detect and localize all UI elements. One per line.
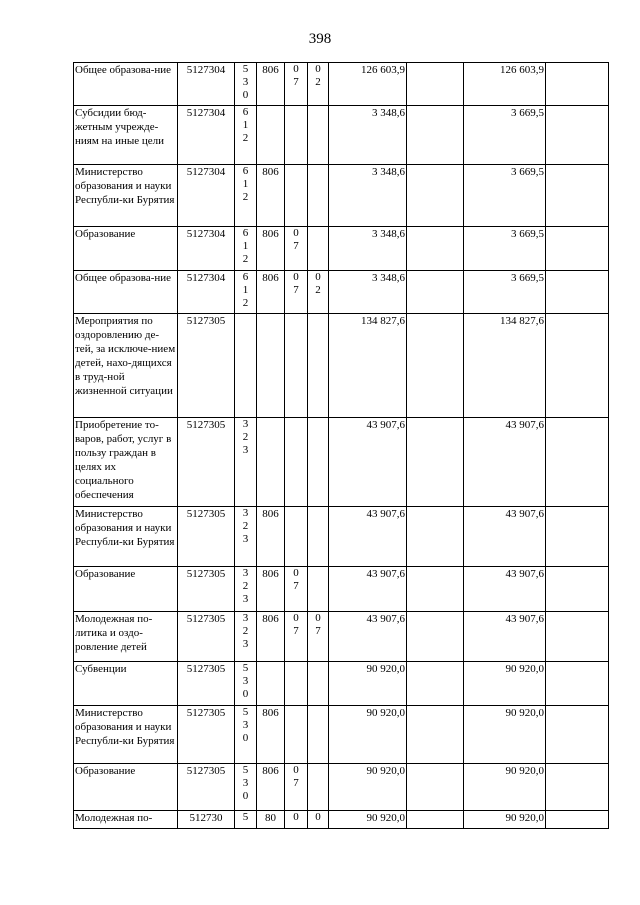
department-code-cell bbox=[257, 314, 285, 418]
amount-cell: 43 907,6 bbox=[329, 612, 407, 662]
table-row bbox=[74, 507, 609, 567]
amount-cell: 126 603,9 bbox=[329, 63, 407, 106]
section-code-cell bbox=[285, 418, 308, 507]
table-row bbox=[74, 63, 609, 106]
expense-type-cell bbox=[235, 662, 257, 706]
subsection-code-cell bbox=[308, 567, 329, 612]
subsection-code-cell bbox=[308, 227, 329, 271]
section-code-cell bbox=[285, 811, 308, 829]
page-number: 398 bbox=[308, 31, 332, 47]
expense-type-cell-digit: 2 bbox=[242, 580, 249, 592]
subsection-code-cell bbox=[308, 314, 329, 418]
target-code-cell: 512730 bbox=[178, 811, 235, 829]
amount-cell-empty bbox=[546, 662, 609, 706]
expense-type-cell-digit: 0 bbox=[242, 688, 249, 700]
amount-cell: 134 827,6 bbox=[329, 314, 407, 418]
section-code-cell bbox=[285, 706, 308, 764]
expense-type-cell-digit: 2 bbox=[242, 520, 249, 532]
section-code-cell bbox=[285, 567, 308, 612]
amount-cell-empty bbox=[546, 165, 609, 227]
subsection-code-cell-digit: 2 bbox=[315, 76, 321, 88]
expense-type-cell-digit: 1 bbox=[242, 178, 249, 190]
expense-type-cell bbox=[235, 706, 257, 764]
expense-type-cell-digit: 2 bbox=[242, 191, 249, 203]
expense-type-cell-digit: 2 bbox=[242, 297, 249, 309]
table-row bbox=[74, 165, 609, 227]
section-code-cell bbox=[285, 764, 308, 811]
section-code-cell-digit: 0 bbox=[293, 567, 299, 579]
budget-table bbox=[73, 62, 609, 829]
expense-type-cell-digit: 0 bbox=[242, 89, 249, 101]
target-code-cell: 5127304 bbox=[178, 106, 235, 165]
target-code-cell: 5127305 bbox=[178, 706, 235, 764]
amount-cell-empty bbox=[546, 63, 609, 106]
amount-cell: 3 348,6 bbox=[329, 106, 407, 165]
target-code-cell: 5127304 bbox=[178, 227, 235, 271]
expense-type-cell-digit: 6 bbox=[242, 106, 249, 118]
amount-cell-empty bbox=[546, 418, 609, 507]
row-name-cell: Молодежная по- bbox=[74, 811, 178, 829]
expense-type-cell bbox=[235, 612, 257, 662]
section-code-cell bbox=[285, 662, 308, 706]
expense-type-cell-digit: 3 bbox=[242, 444, 249, 456]
amount-cell-empty bbox=[407, 764, 464, 811]
department-code-cell: 80 bbox=[257, 811, 285, 829]
subsection-code-cell bbox=[308, 507, 329, 567]
subsection-code-cell bbox=[308, 418, 329, 507]
section-code-cell-digit: 0 bbox=[293, 612, 299, 624]
table-row bbox=[74, 418, 609, 507]
section-code-cell-digit: 7 bbox=[293, 625, 299, 637]
subsection-code-cell-digit: 0 bbox=[315, 63, 321, 75]
expense-type-cell-digit: 6 bbox=[242, 165, 249, 177]
subsection-code-cell bbox=[308, 811, 329, 829]
table-row bbox=[74, 764, 609, 811]
department-code-cell: 806 bbox=[257, 567, 285, 612]
subsection-code-cell bbox=[308, 706, 329, 764]
row-name-cell: Министерство образования и науки Республи-ки Бурятия bbox=[74, 706, 178, 764]
section-code-cell bbox=[285, 612, 308, 662]
section-code-cell bbox=[285, 227, 308, 271]
expense-type-cell bbox=[235, 811, 257, 829]
section-code-cell-digit: 7 bbox=[293, 76, 299, 88]
amount-cell: 90 920,0 bbox=[329, 811, 407, 829]
expense-type-cell-digit: 3 bbox=[242, 593, 249, 605]
expense-type-cell-digit: 2 bbox=[242, 625, 249, 637]
amount-cell: 3 348,6 bbox=[329, 165, 407, 227]
amount-cell: 3 669,5 bbox=[464, 271, 546, 314]
subsection-code-cell bbox=[308, 106, 329, 165]
expense-type-cell bbox=[235, 271, 257, 314]
subsection-code-cell bbox=[308, 662, 329, 706]
amount-cell-empty bbox=[407, 63, 464, 106]
expense-type-cell-digit: 5 bbox=[242, 63, 249, 75]
expense-type-cell-digit: 3 bbox=[242, 418, 249, 430]
row-name-cell: Образование bbox=[74, 567, 178, 612]
expense-type-cell-digit: 6 bbox=[242, 271, 249, 283]
section-code-cell bbox=[285, 507, 308, 567]
expense-type-cell-digit: 3 bbox=[242, 719, 249, 731]
expense-type-cell-digit: 3 bbox=[242, 76, 249, 88]
amount-cell: 43 907,6 bbox=[464, 612, 546, 662]
amount-cell: 3 669,5 bbox=[464, 227, 546, 271]
target-code-cell: 5127305 bbox=[178, 612, 235, 662]
section-code-cell-digit: 7 bbox=[293, 580, 299, 592]
department-code-cell bbox=[257, 106, 285, 165]
subsection-code-cell-digit: 0 bbox=[315, 612, 321, 624]
expense-type-cell-digit: 2 bbox=[242, 132, 249, 144]
amount-cell-empty bbox=[407, 227, 464, 271]
amount-cell-empty bbox=[546, 106, 609, 165]
subsection-code-cell bbox=[308, 764, 329, 811]
amount-cell: 43 907,6 bbox=[329, 567, 407, 612]
target-code-cell: 5127305 bbox=[178, 567, 235, 612]
subsection-code-cell bbox=[308, 165, 329, 227]
row-name-cell: Общее образова-ние bbox=[74, 63, 178, 106]
amount-cell: 43 907,6 bbox=[329, 418, 407, 507]
section-code-cell-digit: 7 bbox=[293, 284, 299, 296]
subsection-code-cell-digit: 7 bbox=[315, 625, 321, 637]
table-row bbox=[74, 271, 609, 314]
expense-type-cell-digit: 3 bbox=[242, 638, 249, 650]
expense-type-cell bbox=[235, 63, 257, 106]
department-code-cell bbox=[257, 418, 285, 507]
expense-type-cell-digit: 5 bbox=[242, 764, 249, 776]
amount-cell: 90 920,0 bbox=[464, 764, 546, 811]
amount-cell-empty bbox=[407, 612, 464, 662]
expense-type-cell-digit: 1 bbox=[242, 119, 249, 131]
row-name-cell: Образование bbox=[74, 227, 178, 271]
department-code-cell: 806 bbox=[257, 612, 285, 662]
expense-type-cell-digit: 5 bbox=[242, 662, 249, 674]
amount-cell-empty bbox=[407, 314, 464, 418]
expense-type-cell-digit: 1 bbox=[242, 240, 249, 252]
expense-type-cell-digit: 2 bbox=[242, 431, 249, 443]
target-code-cell: 5127305 bbox=[178, 662, 235, 706]
budget-table-body bbox=[74, 63, 609, 829]
section-code-cell bbox=[285, 271, 308, 314]
expense-type-cell-digit: 3 bbox=[242, 507, 249, 519]
section-code-cell bbox=[285, 314, 308, 418]
target-code-cell: 5127304 bbox=[178, 271, 235, 314]
amount-cell: 3 348,6 bbox=[329, 271, 407, 314]
subsection-code-cell-digit: 2 bbox=[315, 284, 321, 296]
expense-type-cell bbox=[235, 507, 257, 567]
amount-cell-empty bbox=[407, 706, 464, 764]
amount-cell-empty bbox=[407, 662, 464, 706]
amount-cell-empty bbox=[546, 507, 609, 567]
row-name-cell: Образование bbox=[74, 764, 178, 811]
row-name-cell: Общее образова-ние bbox=[74, 271, 178, 314]
row-name-cell: Приобретение то-варов, работ, услуг в пользу граждан в целях их социального обеспечения bbox=[74, 418, 178, 507]
row-name-cell: Министерство образования и науки Республи-ки Бурятия bbox=[74, 165, 178, 227]
table-row bbox=[74, 612, 609, 662]
expense-type-cell bbox=[235, 106, 257, 165]
amount-cell-empty bbox=[407, 418, 464, 507]
department-code-cell: 806 bbox=[257, 227, 285, 271]
row-name-cell: Мероприятия по оздоровлению де-тей, за исключе-нием детей, нахо-дящихся в труд-ной жизненной ситуации bbox=[74, 314, 178, 418]
table-row bbox=[74, 567, 609, 612]
amount-cell-empty bbox=[546, 612, 609, 662]
department-code-cell: 806 bbox=[257, 271, 285, 314]
expense-type-cell-digit: 6 bbox=[242, 227, 249, 239]
amount-cell-empty bbox=[407, 811, 464, 829]
expense-type-cell bbox=[235, 227, 257, 271]
amount-cell: 90 920,0 bbox=[329, 764, 407, 811]
amount-cell: 3 348,6 bbox=[329, 227, 407, 271]
amount-cell: 90 920,0 bbox=[464, 706, 546, 764]
amount-cell-empty bbox=[546, 706, 609, 764]
department-code-cell: 806 bbox=[257, 165, 285, 227]
target-code-cell: 5127305 bbox=[178, 507, 235, 567]
section-code-cell bbox=[285, 106, 308, 165]
amount-cell: 90 920,0 bbox=[464, 811, 546, 829]
table-row bbox=[74, 706, 609, 764]
amount-cell-empty bbox=[407, 271, 464, 314]
department-code-cell: 806 bbox=[257, 764, 285, 811]
expense-type-cell bbox=[235, 764, 257, 811]
expense-type-cell bbox=[235, 418, 257, 507]
department-code-cell: 806 bbox=[257, 507, 285, 567]
amount-cell-empty bbox=[546, 227, 609, 271]
expense-type-cell-digit: 3 bbox=[242, 533, 249, 545]
target-code-cell: 5127305 bbox=[178, 314, 235, 418]
amount-cell-empty bbox=[407, 567, 464, 612]
amount-cell: 43 907,6 bbox=[329, 507, 407, 567]
subsection-code-cell-digit: 0 bbox=[315, 811, 321, 823]
target-code-cell: 5127304 bbox=[178, 63, 235, 106]
row-name-cell: Молодежная по-литика и оздо-ровление детей bbox=[74, 612, 178, 662]
amount-cell: 90 920,0 bbox=[329, 706, 407, 764]
table-row bbox=[74, 314, 609, 418]
target-code-cell: 5127304 bbox=[178, 165, 235, 227]
subsection-code-cell bbox=[308, 63, 329, 106]
amount-cell: 3 669,5 bbox=[464, 106, 546, 165]
expense-type-cell-digit: 0 bbox=[242, 790, 249, 802]
amount-cell-empty bbox=[407, 165, 464, 227]
amount-cell: 43 907,6 bbox=[464, 418, 546, 507]
department-code-cell bbox=[257, 662, 285, 706]
subsection-code-cell bbox=[308, 612, 329, 662]
amount-cell-empty bbox=[407, 106, 464, 165]
expense-type-cell-digit: 1 bbox=[242, 284, 249, 296]
section-code-cell-digit: 7 bbox=[293, 777, 299, 789]
amount-cell-empty bbox=[546, 764, 609, 811]
subsection-code-cell bbox=[308, 271, 329, 314]
expense-type-cell-digit: 3 bbox=[242, 567, 249, 579]
section-code-cell-digit: 0 bbox=[293, 811, 299, 823]
expense-type-cell-digit: 3 bbox=[242, 777, 249, 789]
section-code-cell-digit: 0 bbox=[293, 227, 299, 239]
section-code-cell-digit: 0 bbox=[293, 271, 299, 283]
expense-type-cell bbox=[235, 314, 257, 418]
subsection-code-cell-digit: 0 bbox=[315, 271, 321, 283]
amount-cell: 126 603,9 bbox=[464, 63, 546, 106]
amount-cell: 134 827,6 bbox=[464, 314, 546, 418]
expense-type-cell-digit: 3 bbox=[242, 612, 249, 624]
amount-cell-empty bbox=[546, 314, 609, 418]
table-row bbox=[74, 106, 609, 165]
amount-cell-empty bbox=[407, 507, 464, 567]
row-name-cell: Субвенции bbox=[74, 662, 178, 706]
section-code-cell-digit: 0 bbox=[293, 63, 299, 75]
amount-cell: 43 907,6 bbox=[464, 567, 546, 612]
table-row bbox=[74, 227, 609, 271]
target-code-cell: 5127305 bbox=[178, 764, 235, 811]
expense-type-cell-digit: 2 bbox=[242, 253, 249, 265]
amount-cell: 43 907,6 bbox=[464, 507, 546, 567]
target-code-cell: 5127305 bbox=[178, 418, 235, 507]
expense-type-cell bbox=[235, 567, 257, 612]
row-name-cell: Субсидии бюд-жетным учрежде-ниям на иные цели bbox=[74, 106, 178, 165]
department-code-cell: 806 bbox=[257, 63, 285, 106]
table-row bbox=[74, 662, 609, 706]
expense-type-cell-digit: 0 bbox=[242, 732, 249, 744]
amount-cell: 3 669,5 bbox=[464, 165, 546, 227]
expense-type-cell bbox=[235, 165, 257, 227]
department-code-cell: 806 bbox=[257, 706, 285, 764]
expense-type-cell-digit: 5 bbox=[242, 706, 249, 718]
expense-type-cell-digit: 5 bbox=[242, 811, 249, 823]
section-code-cell-digit: 0 bbox=[293, 764, 299, 776]
amount-cell: 90 920,0 bbox=[329, 662, 407, 706]
expense-type-cell-digit: 3 bbox=[242, 675, 249, 687]
amount-cell: 90 920,0 bbox=[464, 662, 546, 706]
amount-cell-empty bbox=[546, 811, 609, 829]
section-code-cell-digit: 7 bbox=[293, 240, 299, 252]
table-row bbox=[74, 811, 609, 829]
row-name-cell: Министерство образования и науки Республи-ки Бурятия bbox=[74, 507, 178, 567]
section-code-cell bbox=[285, 63, 308, 106]
section-code-cell bbox=[285, 165, 308, 227]
amount-cell-empty bbox=[546, 567, 609, 612]
amount-cell-empty bbox=[546, 271, 609, 314]
